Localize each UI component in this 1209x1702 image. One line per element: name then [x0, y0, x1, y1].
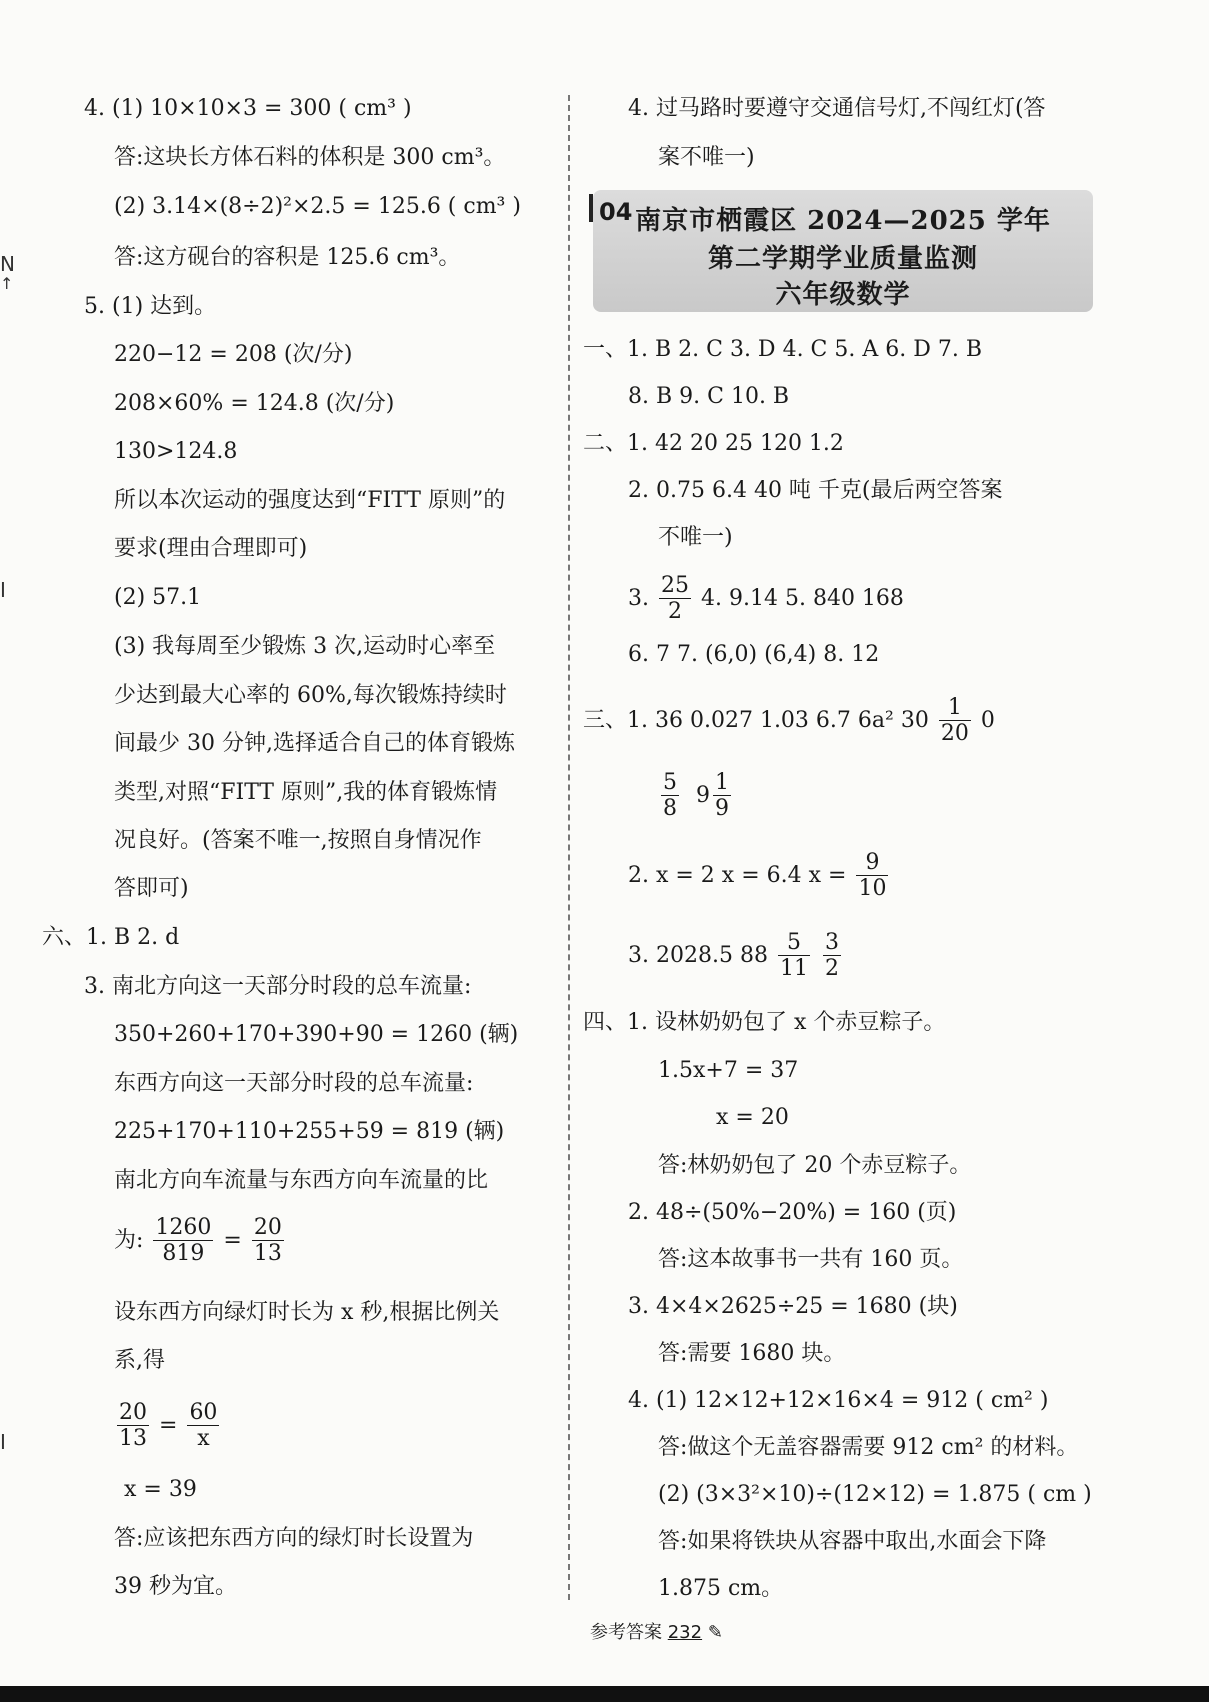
footer-label: 参考答案 [590, 1622, 662, 1643]
banner-title-line2: 第二学期学业质量监测 [707, 244, 978, 274]
answer-line: x = 39 [124, 1477, 197, 1502]
fraction-line: $\frac{5}{8}$ 9 $\frac{1}{9}$ [663, 770, 729, 822]
answer-line: 间最少 30 分钟,选择适合自己的体育锻炼 [114, 731, 515, 756]
answer-line: 4. 过马路时要遵守交通信号灯,不闯红灯(答 [628, 96, 1046, 121]
answer-line: 答即可) [114, 876, 189, 901]
answer-line: 答:应该把东西方向的绿灯时长设置为 [114, 1526, 474, 1551]
section-banner [593, 190, 1093, 312]
section-heading: 三、1. 36 0.027 1.03 6.7 6a² 30 $\frac{1}{20}$ 0 [583, 695, 995, 747]
answer-line: 东西方向这一天部分时段的总车流量: [114, 1071, 474, 1096]
pen-icon: ✎ [707, 1622, 723, 1643]
answer-line: 1.5x+7 = 37 [658, 1058, 799, 1083]
answer-line: 2. 0.75 6.4 40 吨 千克(最后两空答案 [628, 478, 1003, 503]
answer-line: 2. 48÷(50%−20%) = 160 (页) [628, 1200, 957, 1225]
answer-line: (2) 57.1 [114, 585, 202, 610]
answer-line: 答:需要 1680 块。 [658, 1341, 846, 1366]
scan-bottom-edge [0, 1686, 1209, 1702]
column-divider [568, 95, 570, 1600]
answer-line: 3. 4×4×2625÷25 = 1680 (块) [628, 1294, 958, 1319]
section-heading: 一、1. B 2. C 3. D 4. C 5. A 6. D 7. B [583, 337, 983, 362]
answer-line: 208×60% = 124.8 (次/分) [114, 391, 395, 416]
answer-line: 39 秒为宜。 [114, 1574, 237, 1599]
proportion-line: $\frac{20}{13}$ = $\frac{60}{x}$ [119, 1400, 218, 1452]
answer-line: 答:这块长方体石料的体积是 300 cm³。 [114, 145, 506, 170]
answer-line: 答:林奶奶包了 20 个赤豆粽子。 [658, 1153, 972, 1178]
answer-line: 4. (1) 12×12+12×16×4 = 912 ( cm² ) [628, 1388, 1049, 1413]
arrow-up-icon: ↑ [0, 274, 14, 293]
edge-mark-n: N [0, 252, 15, 276]
answer-line: 类型,对照“FITT 原则”,我的体育锻炼情 [114, 780, 498, 805]
edge-mark-bottom: I [0, 1430, 6, 1454]
fraction: $\frac{9}{10}$ [858, 850, 887, 902]
answer-line: x = 20 [716, 1105, 789, 1130]
answer-line: 况良好。(答案不唯一,按照自身情况作 [114, 828, 482, 853]
answer-line: 要求(理由合理即可) [114, 536, 308, 561]
edge-mark-mid: I [0, 578, 6, 602]
section-number: 04 [599, 198, 633, 226]
answer-line: 225+170+110+255+59 = 819 (辆) [114, 1119, 505, 1144]
answer-line: 少达到最大心率的 60%,每次锻炼持续时 [114, 683, 507, 708]
answer-line: 8. B 9. C 10. B [628, 384, 790, 409]
fraction-line: 3. 2028.5 88 $\frac{5}{11}$ $\frac{3}{2}$ [628, 930, 839, 982]
ratio-line: 为: $\frac{1260}{819}$ = $\frac{20}{13}$ [114, 1215, 282, 1267]
equation-line: 2. x = 2 x = 6.4 x = $\frac{9}{10}$ [628, 850, 887, 902]
answer-line: 答:如果将铁块从容器中取出,水面会下降 [658, 1529, 1047, 1554]
answer-line: 1.875 cm。 [658, 1576, 784, 1601]
answer-line: 130>124.8 [114, 439, 238, 464]
answer-line: 220−12 = 208 (次/分) [114, 342, 353, 367]
answer-line: 答:做这个无盖容器需要 912 cm² 的材料。 [658, 1435, 1079, 1460]
answer-line: 南北方向车流量与东西方向车流量的比 [114, 1168, 489, 1193]
section-heading: 二、1. 42 20 25 120 1.2 [583, 431, 844, 456]
banner-title-line3: 六年级数学 [775, 280, 911, 310]
answer-line: 答:这方砚台的容积是 125.6 cm³。 [114, 245, 461, 270]
answer-line: 5. (1) 达到。 [84, 294, 217, 319]
page-footer [590, 1618, 723, 1644]
answer-line: 答:这本故事书一共有 160 页。 [658, 1247, 964, 1272]
answer-line: 所以本次运动的强度达到“FITT 原则”的 [114, 488, 506, 513]
section-heading: 六、1. B 2. d [42, 925, 180, 950]
fraction: $\frac{1260}{819}$ [155, 1215, 212, 1267]
answer-line: 6. 7 7. (6,0) (6,4) 8. 12 [628, 642, 880, 667]
fraction-line: 3. $\frac{25}{2}$ 4. 9.14 5. 840 168 [628, 573, 904, 625]
fraction: $\frac{20}{13}$ [253, 1215, 282, 1267]
fraction: $\frac{3}{2}$ [824, 930, 839, 982]
answer-line: 350+260+170+390+90 = 1260 (辆) [114, 1022, 519, 1047]
section-heading: 四、1. 设林奶奶包了 x 个赤豆粽子。 [583, 1010, 946, 1035]
fraction: $\frac{25}{2}$ [661, 573, 689, 625]
fraction: $\frac{5}{11}$ [779, 930, 808, 982]
answer-line: 设东西方向绿灯时长为 x 秒,根据比例关 [114, 1300, 500, 1325]
fraction: $\frac{20}{13}$ [119, 1400, 147, 1452]
answer-line: (2) (3×3²×10)÷(12×12) = 1.875 ( cm ) [658, 1482, 1092, 1507]
fraction: $\frac{60}{x}$ [189, 1400, 218, 1452]
answer-line: 4. (1) 10×10×3 = 300 ( cm³ ) [84, 96, 412, 121]
answer-line: 不唯一) [658, 525, 733, 550]
answer-line: 案不唯一) [658, 145, 755, 170]
fraction: $\frac{5}{8}$ [663, 770, 677, 822]
page-number: 232 [667, 1622, 703, 1643]
banner-title-line1: 南京市栖霞区 2024—2025 学年 [635, 206, 1051, 236]
answer-line: (2) 3.14×(8÷2)²×2.5 = 125.6 ( cm³ ) [114, 194, 521, 219]
fraction: $\frac{1}{20}$ [940, 695, 969, 747]
answer-line: (3) 我每周至少锻炼 3 次,运动时心率至 [114, 634, 496, 659]
answer-line: 系,得 [114, 1348, 165, 1373]
fraction: $\frac{1}{9}$ [715, 770, 729, 822]
answer-line: 3. 南北方向这一天部分时段的总车流量: [84, 974, 472, 999]
